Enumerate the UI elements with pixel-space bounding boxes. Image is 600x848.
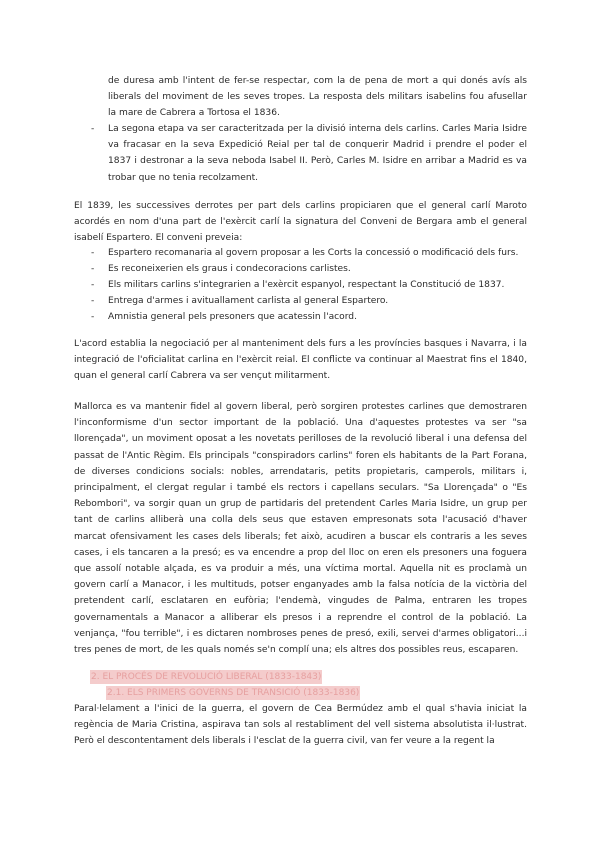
second-stage-bullet: La segona etapa va ser caracteritzada per la divisió interna dels carlins. Carles Maria Isidre va fracasar en la seva Expedició Reial per tal de conquerir Madrid i prendre el poder el 1837 i destronar a la seva neboda Isabel II. Però, Carles M. Isidre en arribar a Madrid es va trobar que no tenia recolzament. — [108, 124, 527, 183]
list-dash: - — [91, 312, 95, 322]
subsection-heading: 2.1. ELS PRIMERS GOVERNS DE TRANSICIÓ (1833-1836) — [107, 688, 360, 698]
mallorca-paragraph: Mallorca es va mantenir fidel al govern liberal, però sorgiren protestes carlines que demostraren l'inconformisme d'un sector important de la població. Una d'aquestes protestes va ser "sa llorençada", un moviment oposat a les novetats perilloses de la revolució liberal i una defensa del passat de l'Antic Règim. Els principals "conspiradors carlins" foren els habitants de la Part Forana, de diverses condicions socials: nobles, arrendataris, petits propietaris, camperols, militars i, principalment, el clergat regular i també els rectors i capellans seculars. "Sa Llorençada" o "Es Rebombori", va sorgir quan un grup de partidaris del pretendent Carles Maria Isidre, un grup per tant de carlins alliberà una colla dels seus que estaven empresonats sota l'acusació d'haver marcat ofensivament les cases dels liberals; fet això, acudiren a buscar els contraris a les seves cases, i els tancaren a la presó; es va encendre a prop del lloc on eren els presoners una foguera que assolí notable alçada, es va produir a més, una víctima mortal. Aquella nit es proclamà un govern carlí a Manacor, i les multituds, potser enganyades amb la falsa notícia de la victòria del pretendent carlí, esclataren en eufòria; l'endemà, vingudes de Palma, entraren les tropes governamentals a Manacor a alliberar els presos i a reprendre el control de la població. La venjança, "fou terrible", i es dictaren nombroses penes de presó, exili, servei d'armes obligatori...i tres penes de mort, de les quals només se'n complí una; els altres dos possibles reus, escaparen. — [74, 402, 527, 656]
list-dash: - — [91, 264, 95, 274]
bullet-continuation: de duresa amb l'intent de fer-se respectar, com la de pena de mort a qui donés avís als liberals del moviment de les seves tropes. La resposta dels militars isabelins fou afusellar la mare de Cabrera a Tortosa el 1836. — [108, 76, 527, 119]
list-dash: - — [91, 248, 95, 258]
cea-paragraph: Paral·lelament a l'inici de la guerra, el govern de Cea Bermúdez amb el qual s'havia iniciat la regència de Maria Cristina, aspirava tan sols al restabliment del vell sistema absolutista il·lustrat. Però el descontentament dels liberals i l'esclat de la guerra civil, van fer veure a la regent la — [74, 704, 527, 747]
list-dash: - — [91, 124, 95, 134]
list-item: Es reconeixerien els graus i condecoracions carlistes. — [108, 264, 351, 274]
list-item: Espartero recomanaria al govern proposar a les Corts la concessió o modificació dels furs. — [108, 248, 519, 258]
list-dash: - — [91, 296, 95, 306]
agreement-paragraph: L'acord establia la negociació per al manteniment dels furs a les províncies basques i Navarra, i la integració de l'oficialitat carlina en l'exèrcit reial. El conflicte va continuar al Maestrat fins el 1840, quan el general carlí Cabrera va ser vençut militarment. — [74, 339, 527, 382]
list-dash: - — [91, 280, 95, 290]
list-item: Els militars carlins s'integrarien a l'exèrcit espanyol, respectant la Constitució de 1837. — [108, 280, 505, 290]
list-item: Amnistia general pels presoners que acatessin l'acord. — [108, 312, 357, 322]
list-item: Entrega d'armes i avituallament carlista al general Espartero. — [108, 296, 389, 306]
section-heading: 2. EL PROCÉS DE REVOLUCIÓ LIBERAL (1833-1843) — [91, 672, 322, 682]
bergara-paragraph: El 1839, les successives derrotes per part dels carlins propiciaren que el general carlí Maroto acordés en nom d'una part de l'exèrcit carlí la signatura del Conveni de Bergara amb el general isabelí Espartero. El conveni preveia: — [74, 201, 527, 244]
